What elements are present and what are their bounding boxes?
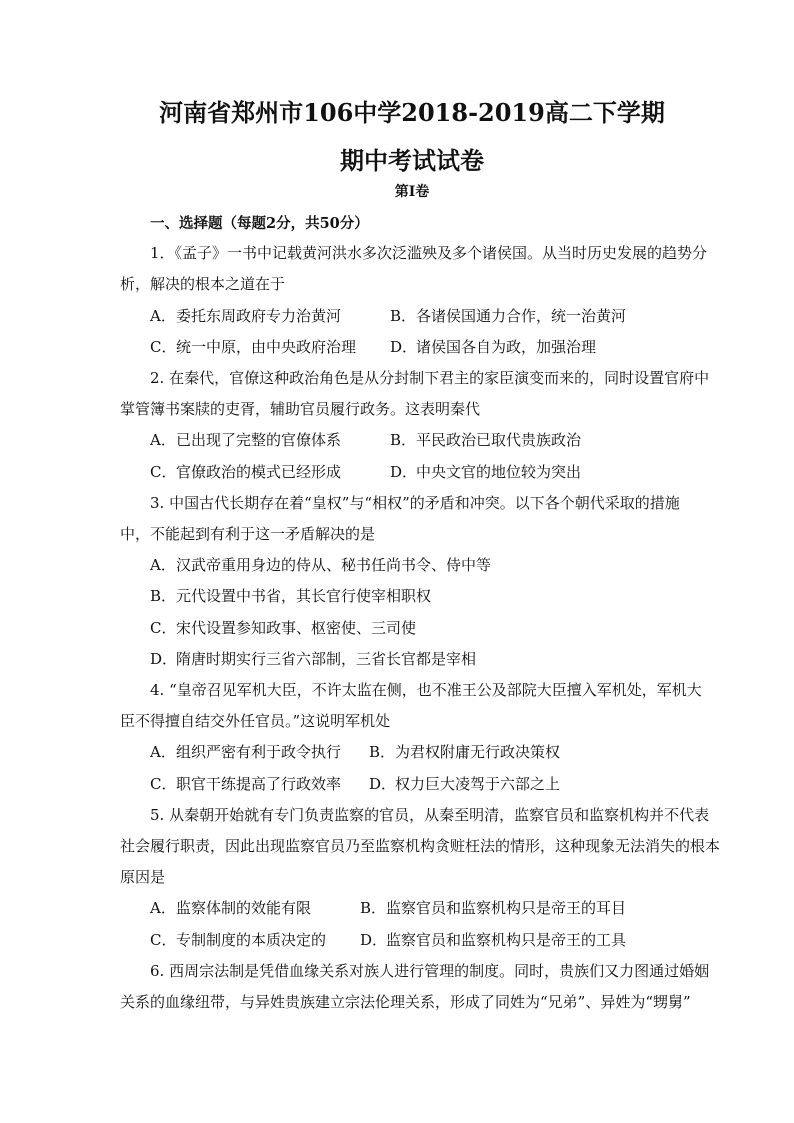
option-letter: D． [360,931,388,949]
option-letter: C． [150,931,177,949]
q5-option-b[interactable] [360,898,626,918]
option-text: 职官干练提高了行政效率 [176,775,342,793]
q5-option-d[interactable] [360,930,626,950]
option-text: 中央文官的地位较为突出 [416,463,582,481]
option-text: 已出现了完整的官僚体系 [176,431,342,449]
option-letter: B． [150,587,177,605]
q4-option-c[interactable] [150,774,341,794]
q3-option-c[interactable] [150,618,416,638]
q5-option-a[interactable] [150,898,311,918]
q1-option-b[interactable] [390,306,626,326]
q4-option-d[interactable] [369,774,560,794]
q5-stem-line2: 社会履行职责，因此出现监察官员乃至监察机构贪赃枉法的情形，这种现象无法消失的根本 [120,837,721,855]
q3-stem-line1: 3. 中国古代长期存在着“皇权”与“相权”的矛盾和冲突。以下各个朝代采取的措施 [150,494,680,512]
q2-option-a[interactable] [150,430,341,450]
option-letter: D． [369,775,397,793]
q4-option-b[interactable] [369,742,560,762]
option-text: 委托东周政府专力治黄河 [176,307,342,325]
option-letter: B． [369,743,396,761]
exam-title-line2: 期中考试试卷 [340,146,484,175]
option-text: 为君权附庸无行政决策权 [395,743,561,761]
option-text: 元代设置中书省，其长官行使宰相职权 [176,587,432,605]
q4-option-a[interactable] [150,742,341,762]
option-text: 官僚政治的模式已经形成 [176,463,342,481]
q6-stem-line2: 关系的血缘纽带，与异姓贵族建立宗法伦理关系，形成了同姓为“兄弟”、异姓为“甥舅” [120,993,691,1011]
option-letter: B． [390,431,417,449]
q2-stem-line2: 掌管簿书案牍的吏胥，辅助官员履行政务。这表明秦代 [120,400,481,418]
q5-option-c[interactable] [150,930,326,950]
q3-option-a[interactable] [150,555,491,575]
option-letter: C． [150,619,177,637]
q5-stem-line3: 原因是 [120,868,166,886]
q3-option-b[interactable] [150,586,431,606]
exam-title-line1: 河南省郑州市106中学2018-2019高二下学期 [159,98,665,127]
option-letter: D． [150,650,178,668]
q3-stem-line2: 中，不能起到有利于这一矛盾解决的是 [120,525,376,543]
option-letter: C． [150,338,177,356]
option-text: 监察体制的效能有限 [176,899,312,917]
q2-option-d[interactable] [390,462,581,482]
option-text: 组织严密有利于政令执行 [176,743,342,761]
q1-option-d[interactable] [390,337,596,357]
option-text: 监察官员和监察机构只是帝王的工具 [386,931,627,949]
option-text: 诸侯国各自为政，加强治理 [416,338,597,356]
option-letter: C． [150,775,177,793]
option-text: 专制制度的本质决定的 [176,931,327,949]
option-text: 各诸侯国通力合作，统一治黄河 [416,307,627,325]
option-text: 统一中原，由中央政府治理 [176,338,357,356]
q2-option-c[interactable] [150,462,341,482]
option-letter: D． [390,463,418,481]
q1-option-a[interactable] [150,306,341,326]
volume-label: 第Ⅰ卷 [394,184,430,200]
option-text: 汉武帝重用身边的侍从、秘书任尚书令、侍中等 [176,556,492,574]
section-heading: 一、选择题（每题2分，共50分） [150,215,369,232]
q1-option-c[interactable] [150,337,356,357]
option-letter: A． [150,899,176,917]
option-letter: B． [390,307,417,325]
option-text: 宋代设置参知政事、枢密使、三司使 [176,619,417,637]
option-letter: A． [150,556,176,574]
option-text: 权力巨大凌驾于六部之上 [395,775,561,793]
option-text: 平民政治已取代贵族政治 [416,431,582,449]
option-letter: A． [150,307,176,325]
q5-stem-line1: 5. 从秦朝开始就有专门负责监察的官员，从秦至明清，监察官员和监察机构并不代表 [150,806,710,824]
option-text: 监察官员和监察机构只是帝王的耳目 [386,899,627,917]
q6-stem-line1: 6. 西周宗法制是凭借血缘关系对族人进行管理的制度。同时，贵族们又力图通过婚姻 [150,962,710,980]
q2-option-b[interactable] [390,430,581,450]
option-letter: C． [150,463,177,481]
q4-stem-line2: 臣不得擅自结交外任官员。”这说明军机处 [120,712,391,730]
option-text: 隋唐时期实行三省六部制，三省长官都是宰相 [176,650,477,668]
q3-option-d[interactable] [150,649,476,669]
q1-stem-line1: 1．《孟子》一书中记载黄河洪水多次泛滥殃及多个诸侯国。从当时历史发展的趋势分 [150,244,708,262]
q4-stem-line1: 4. “皇帝召见军机大臣，不许太监在侧，也不准王公及部院大臣擅入军机处，军机大 [150,681,702,699]
q2-stem-line1: 2. 在秦代，官僚这种政治角色是从分封制下君主的家臣演变而来的，同时设置官府中 [150,369,710,387]
option-letter: B． [360,899,387,917]
option-letter: A． [150,743,176,761]
option-letter: D． [390,338,418,356]
q1-stem-line2: 析，解决的根本之道在于 [120,275,286,293]
option-letter: A． [150,431,176,449]
